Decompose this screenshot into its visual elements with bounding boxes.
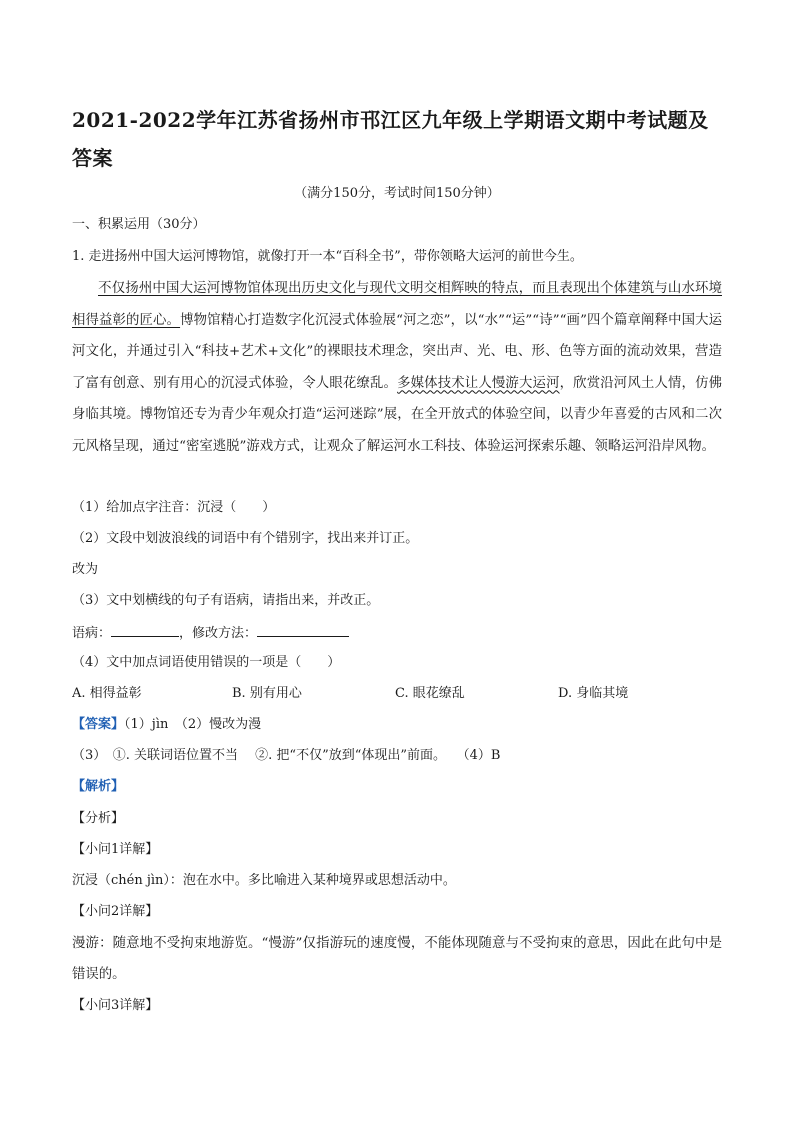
option-d: D. 身临其境 <box>558 686 629 701</box>
options-row <box>72 684 732 704</box>
answer-line-2: （3） ①. 关联词语位置不当 ②. 把“不仅”放到“体现出”前面。 （4）B <box>72 748 501 763</box>
reading-passage <box>72 273 722 462</box>
fill-blank-error <box>111 622 179 637</box>
underlined-sentence: 不仅扬州中国大运河博物馆体现出历史文化与现代文明交相辉映的特点，而且表现出个体建筑与山水环境相得益彰的匠心。 <box>72 281 722 328</box>
sub-question-2-answer-line: 改为 <box>72 562 99 577</box>
sub-question-3: （3）文中划横线的句子有语病，请指出来，并改正。 <box>72 593 380 608</box>
exam-subtitle: （满分150分，考试时间150分钟） <box>294 186 500 201</box>
document-title-line1: 2021-2022学年江苏省扬州市邗江区九年级上学期语文期中考试题及 <box>72 108 709 132</box>
document-title-line2: 答案 <box>72 146 113 170</box>
analysis-tag <box>72 777 732 797</box>
fill-blank-fix <box>257 622 349 637</box>
analysis-label: 【解析】 <box>72 779 125 794</box>
passage-tail: ，欣赏沿河风土人情，仿佛身临其境。博物馆还专为青少年观众打造“运河迷踪”展，在全开放式的体验空间，以青少年喜爱的古风和二次元风格呈现，通过“密室逃脱”游戏方式，让观众了解运河水工科技、体验运河探索乐趣、领略运河沿岸风物。 <box>72 375 723 454</box>
answer-line <box>72 715 732 735</box>
sub-question-2: （2）文段中划波浪线的词语中有个错别字，找出来并订正。 <box>72 531 419 546</box>
sub-question-3-fill <box>72 622 732 644</box>
detail-1-text: 沉浸（chén jìn）：泡在水中。多比喻进入某种境界或思想活动中。 <box>72 873 456 888</box>
option-a: A. 相得益彰 <box>72 686 142 701</box>
detail-2-text: 漫游：随意地不受拘束地游览。“慢游”仅指游玩的速度慢，不能体现随意与不受拘束的意思，因此在此句中是错误的。 <box>72 936 722 982</box>
passage-middle: 博物馆精心打造数字化沉浸式体验展“河之恋”，以“水”“运”“诗”“画”四个篇章阐释中国大运河文化，并通过引入“科技+艺术+文化”的裸眼技术理念，突出声、光、电、形、色等方面的流动效果，营造了富有创意、别有用心的沉浸式体验，令人眼花缭乱。 <box>72 312 722 391</box>
detail-1-tag: 【小问1详解】 <box>72 842 159 857</box>
detail-2-tag: 【小问2详解】 <box>72 904 159 919</box>
fill-label-fix: ，修改方法： <box>179 626 258 641</box>
section-heading: 一、积累运用（30分） <box>72 217 206 232</box>
fenxi-tag: 【分析】 <box>72 811 125 826</box>
detail-3-tag: 【小问3详解】 <box>72 998 159 1013</box>
sub-question-4: （4）文中加点词语使用错误的一项是（ ） <box>72 655 341 670</box>
answer-text: （1）jìn （2）慢改为漫 <box>124 717 262 732</box>
question-1: 1. 走进扬州中国大运河博物馆，就像打开一本“百科全书”，带你领略大运河的前世今生。 <box>72 249 583 264</box>
sub-question-1: （1）给加点字注音：沉浸（ ） <box>72 500 276 515</box>
answer-tag: 【答案】 <box>72 717 125 732</box>
wavy-underlined-text: 多媒体技术让人慢游大运河 <box>397 375 560 391</box>
option-b: B. 别有用心 <box>232 686 302 701</box>
option-c: C. 眼花缭乱 <box>395 686 465 701</box>
fill-label-error: 语病： <box>72 626 112 641</box>
